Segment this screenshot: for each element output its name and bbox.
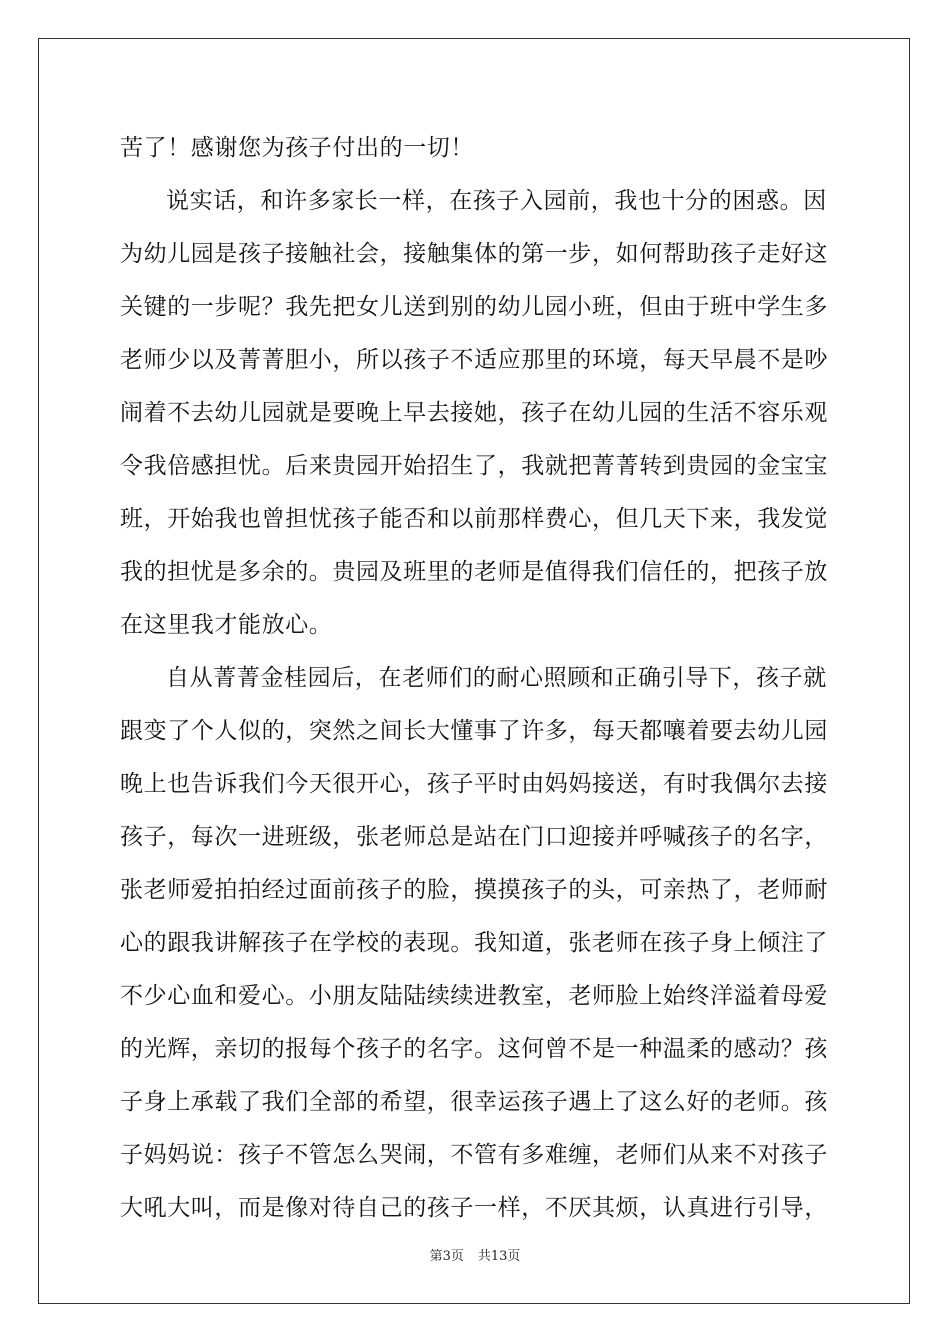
text-line: 心的跟我讲解孩子在学校的表现。我知道，张老师在孩子身上倾注了 [120,930,828,956]
total-pages: 共13页 [477,1249,521,1264]
text-line: 闹着不去幼儿园就是要晚上早去接她，孩子在幼儿园的生活不容乐观 [120,400,828,426]
text-line: 子身上承载了我们全部的希望，很幸运孩子遇上了这么好的老师。孩 [120,1089,828,1115]
text-line: 关键的一步呢？我先把女儿送到别的幼儿园小班，但由于班中学生多 [120,294,828,320]
text-line: 张老师爱拍拍经过面前孩子的脸，摸摸孩子的头，可亲热了，老师耐 [120,877,828,903]
text-line: 在这里我才能放心。 [120,612,333,638]
text-line: 跟变了个人似的，突然之间长大懂事了许多，每天都嚷着要去幼儿园 [120,718,828,744]
paragraph-start-line: 说实话，和许多家长一样，在孩子入园前，我也十分的困惑。因 [166,188,827,214]
text-line: 子妈妈说：孩子不管怎么哭闹，不管有多难缠，老师们从来不对孩子 [120,1142,828,1168]
text-line: 晚上也告诉我们今天很开心，孩子平时由妈妈接送，有时我偶尔去接 [120,771,828,797]
text-line: 孩子，每次一进班级，张老师总是站在门口迎接并呼喊孩子的名字， [120,824,828,850]
text-line: 的光辉，亲切的报每个孩子的名字。这何曾不是一种温柔的感动？孩 [120,1036,828,1062]
text-line: 我的担忧是多余的。贵园及班里的老师是值得我们信任的，把孩子放 [120,559,828,585]
paragraph-start-line: 自从菁菁金桂园后，在老师们的耐心照顾和正确引导下，孩子就 [166,665,827,691]
text-line: 为幼儿园是孩子接触社会，接触集体的第一步，如何帮助孩子走好这 [120,241,828,267]
text-line: 大吼大叫，而是像对待自己的孩子一样，不厌其烦，认真进行引导， [120,1195,828,1221]
text-line: 班，开始我也曾担忧孩子能否和以前那样费心，但几天下来，我发觉 [120,506,828,532]
text-line: 苦了！感谢您为孩子付出的一切！ [120,135,474,161]
page-number: 第3页 [429,1249,464,1264]
page-footer [0,1249,950,1265]
text-line: 令我倍感担忧。后来贵园开始招生了，我就把菁菁转到贵园的金宝宝 [120,453,828,479]
text-line: 不少心血和爱心。小朋友陆陆续续进教室，老师脸上始终洋溢着母爱 [120,983,828,1009]
text-line: 老师少以及菁菁胆小，所以孩子不适应那里的环境，每天早晨不是吵 [120,347,828,373]
